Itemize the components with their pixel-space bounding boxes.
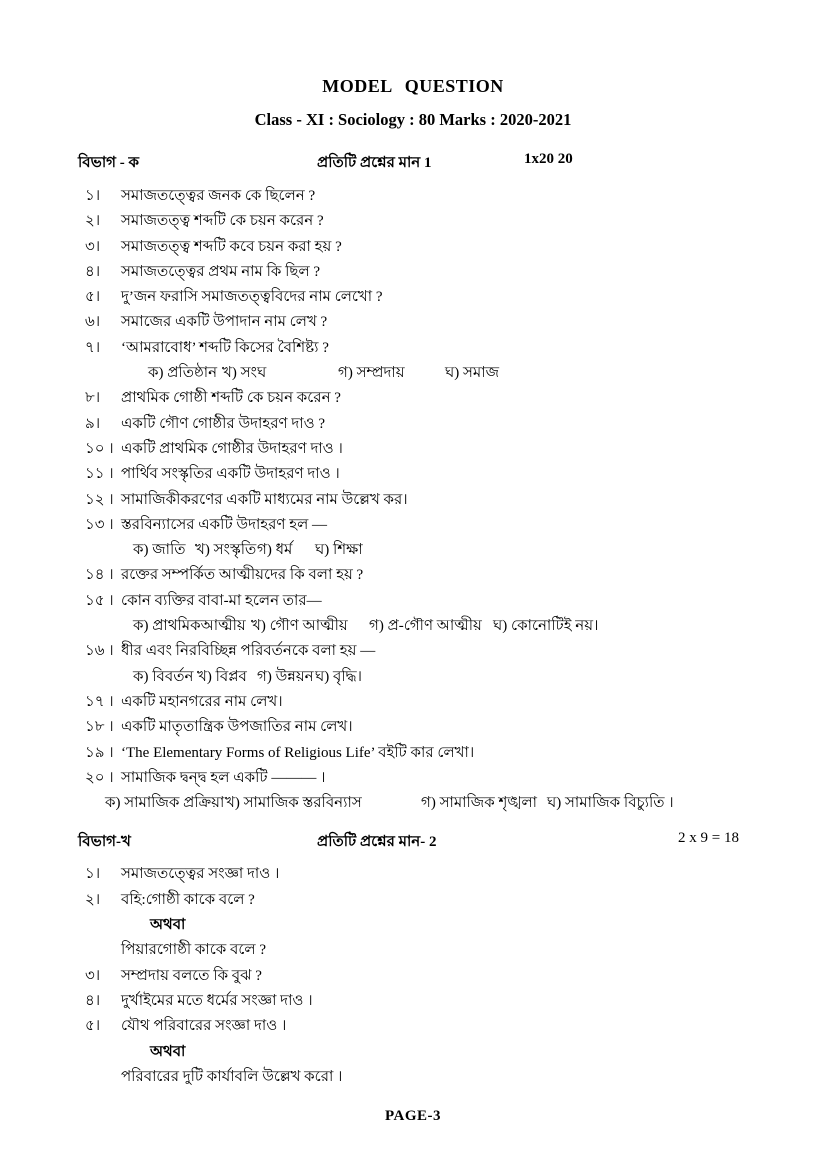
question-row: [0, 639, 826, 664]
question-row: [0, 235, 826, 260]
question-text: দুর্খাইমের মতে ধর্মের সংজ্ঞা দাও ।: [121, 992, 313, 1009]
page-subtitle: Class - XI : Sociology : 80 Marks : 2020-2021: [254, 110, 572, 129]
question-number: ১৫ ।: [85, 592, 114, 609]
section-a-questions: [0, 184, 826, 816]
question-text: সমাজতত্ত্ব শব্দটি কে চয়ন করেন ?: [121, 213, 324, 230]
page-number: PAGE-3: [384, 1108, 442, 1124]
question-row: [0, 1014, 826, 1039]
question-row: [0, 888, 826, 913]
question-row: [0, 260, 826, 285]
option-c: গ) উন্নয়ন: [257, 668, 314, 685]
options-row: [0, 538, 826, 563]
question-text: সমাজতত্ত্বের জনক কে ছিলেন ?: [121, 188, 316, 204]
question-number: ১২ ।: [85, 491, 114, 508]
question-text: একটি গৌণ গোষ্ঠীর উদাহরণ দাও ?: [121, 415, 326, 432]
option-b: খ) বিপ্লব: [197, 668, 247, 685]
question-text: বহি:গোষ্ঠী কাকে বলে ?: [121, 891, 255, 908]
question-number: ৮।: [85, 390, 101, 407]
option-c: গ) সামাজিক শৃঙ্খলা: [421, 795, 537, 812]
option-b: খ) গৌণ আত্মীয়: [251, 618, 348, 635]
question-number: ১৪ ।: [85, 567, 114, 584]
question-row: [0, 488, 826, 513]
option-d: ঘ) বৃদ্ধি।: [315, 668, 363, 685]
question-text: প্রাথমিক গোষ্ঠী শব্দটি কে চয়ন করেন ?: [121, 390, 341, 407]
or-label-text: অথবা: [150, 1043, 186, 1060]
section-a-name: বিভাগ - ক: [78, 155, 139, 171]
section-b-name: বিভাগ-খ: [78, 834, 131, 851]
question-row: [0, 766, 826, 791]
option-b: খ) সংঘ: [222, 365, 267, 382]
question-text: সামাজিকীকরণের একটি মাধ্যমের নাম উল্লেখ কর।: [121, 491, 408, 508]
option-a: ক) বিবর্তন: [133, 668, 194, 685]
question-row: [0, 862, 826, 887]
question-number: ৭।: [85, 339, 101, 356]
question-row: [0, 513, 826, 538]
question-number: ১৩ ।: [85, 516, 114, 533]
question-row: [0, 989, 826, 1014]
option-c: গ) প্র-গৌণ আত্মীয়: [369, 618, 482, 635]
question-text: সামাজিক দ্বন্দ্ব হল একটি ——— ।: [121, 769, 326, 786]
options-row: [0, 614, 826, 639]
section-b-marks-note: প্রতিটি প্রশ্নের মান- 2: [317, 834, 437, 851]
question-text: সমাজতত্ত্ব শব্দটি কবে চয়ন করা হয় ?: [121, 238, 342, 255]
question-text: একটি মহানগরের নাম লেখ।: [121, 693, 283, 710]
question-row: [0, 563, 826, 588]
question-text: একটি মাতৃতান্ত্রিক উপজাতির নাম লেখ।: [121, 719, 353, 736]
option-a: ক) প্রতিষ্ঠান: [148, 365, 218, 382]
question-number: ৩।: [85, 238, 101, 255]
question-row: [0, 741, 826, 766]
option-c: গ) ধর্ম: [257, 542, 293, 559]
question-row: [0, 310, 826, 335]
question-number: ২।: [85, 891, 101, 908]
option-c: গ) সম্প্রদায়: [338, 365, 405, 382]
page-title: MODEL QUESTION: [322, 76, 504, 96]
option-a: ক) জাতি: [133, 542, 186, 559]
alternative-question-text: পরিবারের দুটি কার্যাবলি উল্লেখ করো ।: [121, 1068, 343, 1085]
section-a-total-marks: 1x20 20: [524, 151, 573, 167]
section-b-header: [0, 830, 826, 855]
question-text: একটি প্রাথমিক গোষ্ঠীর উদাহরণ দাও ।: [121, 440, 343, 457]
question-number: ১।: [85, 866, 101, 883]
question-number: ১৬ ।: [85, 643, 114, 660]
question-text: যৌথ পরিবারের সংজ্ঞা দাও ।: [121, 1018, 287, 1035]
question-row: [0, 589, 826, 614]
options-row: [0, 665, 826, 690]
section-b-questions: [0, 862, 826, 1090]
option-d: ঘ) সমাজ: [445, 365, 500, 382]
question-row: [0, 462, 826, 487]
question-number: ১১ ।: [85, 466, 114, 483]
question-number: ৯।: [85, 415, 101, 432]
section-a-header: [0, 151, 826, 176]
question-text: সমাজতত্ত্বের সংজ্ঞা দাও ।: [121, 866, 280, 883]
options-row: [0, 791, 826, 816]
question-number: ১০ ।: [85, 440, 114, 457]
question-text: সমাজতত্ত্বের প্রথম নাম কি ছিল ?: [121, 263, 321, 280]
question-text: পার্থিব সংস্কৃতির একটি উদাহরণ দাও ।: [121, 466, 340, 483]
question-number: ৬।: [85, 314, 101, 331]
question-row: [0, 184, 826, 209]
question-number: ৫।: [85, 1018, 101, 1035]
question-number: ৩।: [85, 967, 101, 984]
question-row: [0, 412, 826, 437]
or-label-text: অথবা: [150, 917, 186, 934]
question-text: ‘আমরাবোধ’ শব্দটি কিসের বৈশিষ্ট্য ?: [121, 339, 329, 356]
question-number: ৫।: [85, 289, 101, 306]
option-d: ঘ) শিক্ষা: [315, 542, 363, 559]
question-number: ৪।: [85, 263, 101, 280]
question-text: ‘The Elementary Forms of Religious Life’ বইটি কার লেখা।: [121, 744, 475, 761]
options-row: [0, 361, 826, 386]
question-number: ১৮ ।: [85, 719, 114, 736]
question-row: [0, 437, 826, 462]
question-number: ১৯ ।: [85, 744, 114, 761]
option-b: খ) সংস্কৃতি: [195, 542, 257, 559]
option-d: ঘ) কোনোটিই নয়।: [493, 618, 599, 635]
or-label: [0, 913, 826, 938]
question-row: [0, 715, 826, 740]
section-a-marks-note: প্রতিটি প্রশ্নের মান 1: [317, 155, 432, 171]
question-text: কোন ব্যক্তির বাবা-মা হলেন তার—: [121, 592, 322, 609]
option-b: খ) সামাজিক স্তরবিন্যাস: [225, 795, 362, 812]
question-row: [0, 336, 826, 361]
question-text: স্তরবিন্যাসের একটি উদাহরণ হল —: [121, 516, 328, 533]
question-row: [0, 209, 826, 234]
or-label: [0, 1040, 826, 1065]
question-row: [0, 690, 826, 715]
option-a: ক) সামাজিক প্রক্রিয়া: [105, 795, 225, 812]
question-text: রক্তের সম্পর্কিত আত্মীয়দের কি বলা হয় ?: [121, 567, 364, 584]
question-number: ১।: [85, 188, 101, 204]
question-number: ২।: [85, 213, 101, 230]
question-text: দু’জন ফরাসি সমাজতত্ত্ববিদের নাম লেখো ?: [121, 289, 383, 306]
alternative-question-text: পিয়ারগোষ্ঠী কাকে বলে ?: [121, 942, 267, 959]
question-row: [0, 964, 826, 989]
question-text: সম্প্রদায় বলতে কি বুঝ ?: [121, 967, 262, 984]
question-text: সমাজের একটি উপাদান নাম লেখ ?: [121, 314, 328, 331]
question-row: [0, 386, 826, 411]
question-number: ৪।: [85, 992, 101, 1009]
option-d: ঘ) সামাজিক বিচ্যুতি ।: [547, 795, 674, 812]
question-text: ধীর এবং নিরবিচ্ছিন্ন পরিবর্তনকে বলা হয় —: [121, 643, 376, 660]
question-number: ২০ ।: [85, 769, 114, 786]
section-b-total-marks: 2 x 9 = 18: [678, 830, 739, 847]
alternative-question-row: [0, 938, 826, 963]
question-number: ১৭ ।: [85, 693, 114, 710]
alternative-question-row: [0, 1065, 826, 1090]
option-a: ক) প্রাথমিকআত্মীয়: [133, 618, 246, 635]
question-row: [0, 285, 826, 310]
